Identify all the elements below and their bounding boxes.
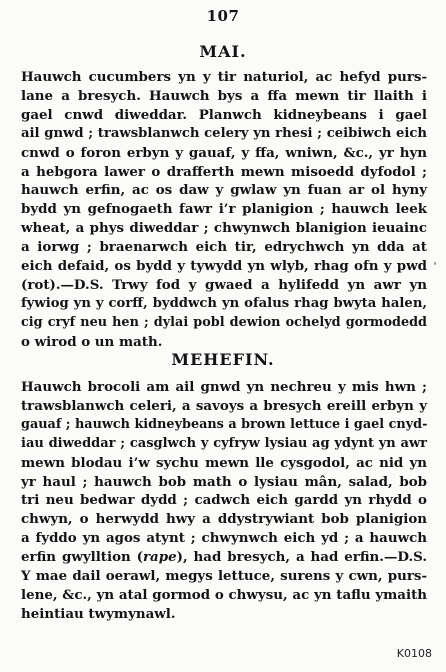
text-line: (rot).—D.S. Trwy fod y gwaed a hylifedd yn awr yn: [21, 276, 427, 293]
section-body-mehefin: [21, 378, 427, 624]
text-line: a iorwg ; braenarwch eich tir, edrychwch yn dda at: [21, 239, 427, 256]
text-line: heintiau twymynawl.: [21, 605, 176, 622]
text-line: cnwd o foron erbyn y gauaf, y ffa, wniwn, &c., yr hyn: [21, 144, 427, 161]
text-line: trawsblanwch celeri, a savoys a bresych ereill erbyn y: [21, 397, 427, 414]
archive-reference: K0108: [396, 647, 432, 660]
text-line: mewn blodau i’w sychu mewn lle cysgodol, ac nid yn: [21, 454, 427, 471]
text-line: lene, &c., yn atal gormod o chwysu, ac yn taflu ymaith: [21, 586, 427, 603]
text-line: a fyddo yn agos atynt ; chwynwch eich yd ; a hauwch: [21, 530, 427, 547]
text-line: yr haul ; hauwch bob math o lysiau mân, salad, bob: [21, 473, 427, 490]
text-line: o wirod o un math.: [21, 333, 163, 350]
text-line: erfin gwylltion (rape), had bresych, a had erfin.—D.S.: [21, 549, 427, 566]
text-line: ail gnwd ; trawsblanwch celery yn rhesi ; ceibiwch eich: [21, 125, 427, 141]
text-line: gael cnwd diweddar. Planwch kidneybeans i gael: [21, 106, 427, 123]
text-line: chwyn, o herwydd hwy a ddystrywiant bob planigion: [21, 511, 427, 528]
text-line: hauwch erfin, ac os daw y gwlaw yn fuan ar ol hyny: [21, 182, 427, 199]
text-line: Hauwch brocoli am ail gnwd yn nechreu y mis hwn ;: [21, 379, 427, 395]
section-heading-mai: MAI.: [199, 42, 247, 61]
text-line: fywiog yn y corff, byddwch yn ofalus rhag bwyta halen,: [21, 295, 427, 311]
text-line: cig cryf neu hen ; dylai pobl dewion ochelyd gormodedd: [21, 314, 427, 330]
text-line: eich defaid, os bydd y tywydd yn wlyb, rhag ofn y pwd: [21, 258, 427, 275]
margin-mark: [434, 262, 436, 265]
text-line: gauaf ; hauwch kidneybeans a brown lettuce i gael cnyd-: [21, 416, 428, 432]
text-line: bydd yn gefnogaeth fawr i’r planigion ; hauwch leek: [21, 201, 427, 218]
text-line: wheat, a phys diweddar ; chwynwch blanigion ieuainc: [21, 220, 427, 237]
text-line: Y mae dail oerawl, megys lettuce, surens y cwn, purs-: [21, 568, 427, 585]
text-line: tri neu bedwar dydd ; cadwch eich gardd yn rhydd o: [21, 492, 427, 509]
section-heading-mehefin: MEHEFIN.: [171, 350, 275, 369]
text-line: lane a bresych. Hauwch bys a ffa mewn tir llaith i: [21, 87, 427, 104]
text-line: Hauwch cucumbers yn y tir naturiol, ac hefyd purs-: [21, 69, 427, 85]
text-line: iau diweddar ; casglwch y cyfryw lysiau ag ydynt yn awr: [21, 435, 427, 451]
text-line: a hebgora lawer o drafferth mewn misoedd dyfodol ;: [21, 163, 427, 180]
section-body-mai: [21, 68, 427, 352]
page-number: 107: [206, 7, 240, 25]
